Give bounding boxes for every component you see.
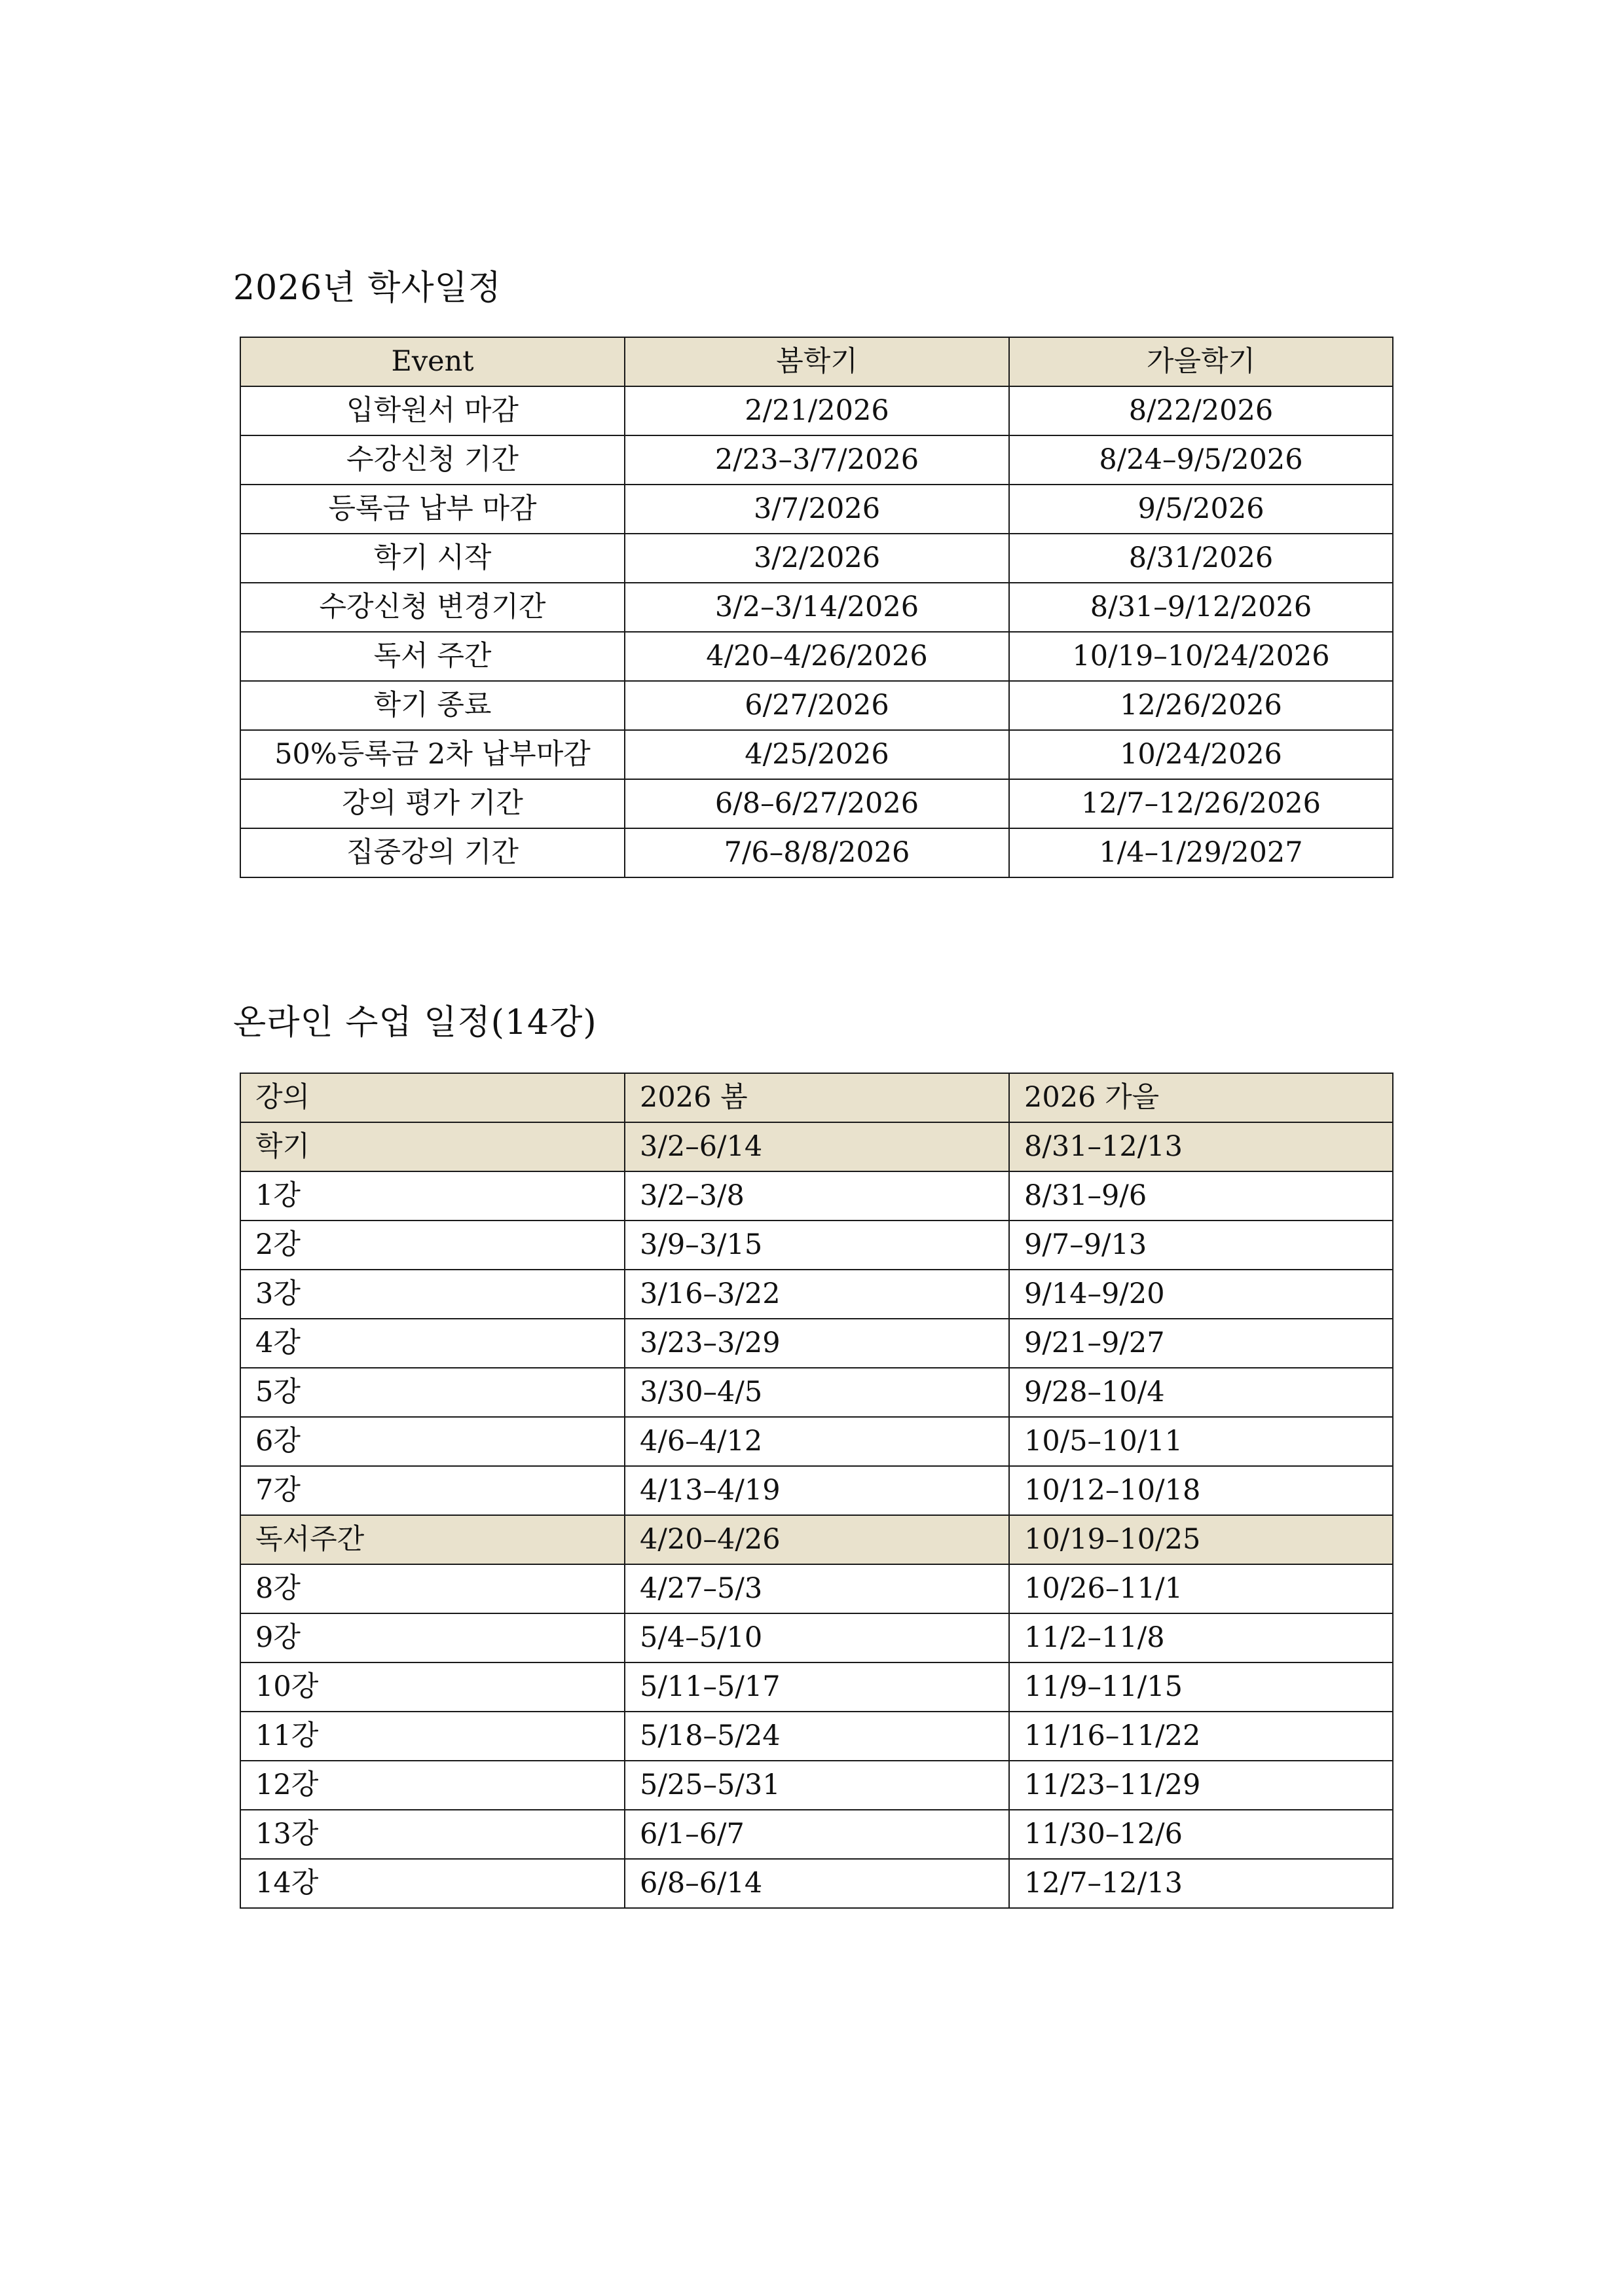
table-cell: 9강 (240, 1613, 625, 1662)
table-cell: 2/23–3/7/2026 (625, 435, 1009, 485)
table-row (240, 1417, 1393, 1466)
table-cell: 12강 (240, 1761, 625, 1810)
table-cell: 8/31–9/12/2026 (1009, 583, 1393, 632)
table-cell: 11/23–11/29 (1009, 1761, 1393, 1810)
table-cell: 6/8–6/14 (625, 1859, 1009, 1908)
table-cell: 12/7–12/13 (1009, 1859, 1393, 1908)
table-cell: 12/7–12/26/2026 (1009, 779, 1393, 828)
table-row (240, 1319, 1393, 1368)
table-cell: 수강신청 변경기간 (240, 583, 625, 632)
academic-calendar-table (240, 337, 1393, 878)
table-cell: 8/31/2026 (1009, 534, 1393, 583)
table-cell: 3/2–3/8 (625, 1171, 1009, 1221)
table-cell: 4/13–4/19 (625, 1466, 1009, 1515)
table-cell: 독서주간 (240, 1515, 625, 1564)
table-header-row (240, 337, 1393, 386)
table-cell: 13강 (240, 1810, 625, 1859)
table-cell: 1강 (240, 1171, 625, 1221)
table-cell: 4/20–4/26 (625, 1515, 1009, 1564)
table-cell: 10/24/2026 (1009, 730, 1393, 779)
academic-calendar-title: 2026년 학사일정 (233, 268, 502, 308)
term-fall: 8/31–12/13 (1009, 1122, 1393, 1171)
table-cell: 9/21–9/27 (1009, 1319, 1393, 1368)
table-row (240, 386, 1393, 435)
table-row (240, 1368, 1393, 1417)
table-cell: 5/25–5/31 (625, 1761, 1009, 1810)
online-schedule-title: 온라인 수업 일정(14강) (233, 1003, 597, 1042)
table-row (240, 1662, 1393, 1712)
header-spring: 봄학기 (625, 337, 1009, 386)
table-cell: 입학원서 마감 (240, 386, 625, 435)
table-row (240, 583, 1393, 632)
table-header-row (240, 1073, 1393, 1122)
table-cell: 7강 (240, 1466, 625, 1515)
table-cell: 9/14–9/20 (1009, 1270, 1393, 1319)
table-row (240, 779, 1393, 828)
table-cell: 3/23–3/29 (625, 1319, 1009, 1368)
online-schedule-table (240, 1073, 1393, 1909)
table-row (240, 1564, 1393, 1613)
table-cell: 5강 (240, 1368, 625, 1417)
table-cell: 3/7/2026 (625, 485, 1009, 534)
table-cell: 2강 (240, 1221, 625, 1270)
table-cell: 4/27–5/3 (625, 1564, 1009, 1613)
table-cell: 4/25/2026 (625, 730, 1009, 779)
table-cell: 5/11–5/17 (625, 1662, 1009, 1712)
table-cell: 10/5–10/11 (1009, 1417, 1393, 1466)
table-cell: 학기 시작 (240, 534, 625, 583)
table-cell: 11/9–11/15 (1009, 1662, 1393, 1712)
table-cell: 6/1–6/7 (625, 1810, 1009, 1859)
table-row (240, 730, 1393, 779)
table-row (240, 1761, 1393, 1810)
header-fall: 2026 가을 (1009, 1073, 1393, 1122)
table-cell: 11/16–11/22 (1009, 1712, 1393, 1761)
table-cell: 6강 (240, 1417, 625, 1466)
table-cell: 3강 (240, 1270, 625, 1319)
table-cell: 학기 종료 (240, 681, 625, 730)
table-row (240, 485, 1393, 534)
table-cell: 9/5/2026 (1009, 485, 1393, 534)
table-cell: 8/22/2026 (1009, 386, 1393, 435)
table-cell: 5/4–5/10 (625, 1613, 1009, 1662)
table-cell: 3/2–3/14/2026 (625, 583, 1009, 632)
table-cell: 10/12–10/18 (1009, 1466, 1393, 1515)
table-cell: 3/30–4/5 (625, 1368, 1009, 1417)
table-cell: 3/16–3/22 (625, 1270, 1009, 1319)
table-row (240, 1810, 1393, 1859)
table-row (240, 435, 1393, 485)
table-cell: 5/18–5/24 (625, 1712, 1009, 1761)
table-cell: 8강 (240, 1564, 625, 1613)
table-cell: 8/24–9/5/2026 (1009, 435, 1393, 485)
table-row (240, 1466, 1393, 1515)
term-spring: 3/2–6/14 (625, 1122, 1009, 1171)
table-row (240, 1171, 1393, 1221)
header-lecture: 강의 (240, 1073, 625, 1122)
table-row (240, 1859, 1393, 1908)
table-cell: 4/20–4/26/2026 (625, 632, 1009, 681)
table-cell: 14강 (240, 1859, 625, 1908)
table-row (240, 1270, 1393, 1319)
table-cell: 10/19–10/25 (1009, 1515, 1393, 1564)
table-cell: 11강 (240, 1712, 625, 1761)
table-cell: 9/7–9/13 (1009, 1221, 1393, 1270)
table-cell: 집중강의 기간 (240, 828, 625, 877)
table-row (240, 1515, 1393, 1564)
table-row (240, 534, 1393, 583)
table-cell: 9/28–10/4 (1009, 1368, 1393, 1417)
table-cell: 12/26/2026 (1009, 681, 1393, 730)
table-cell: 11/2–11/8 (1009, 1613, 1393, 1662)
table-row (240, 1613, 1393, 1662)
table-row (240, 1712, 1393, 1761)
term-row (240, 1122, 1393, 1171)
table-cell: 2/21/2026 (625, 386, 1009, 435)
table-cell: 6/8–6/27/2026 (625, 779, 1009, 828)
table-cell: 11/30–12/6 (1009, 1810, 1393, 1859)
table-cell: 수강신청 기간 (240, 435, 625, 485)
table-cell: 등록금 납부 마감 (240, 485, 625, 534)
table-cell: 3/9–3/15 (625, 1221, 1009, 1270)
table-row (240, 1221, 1393, 1270)
table-cell: 6/27/2026 (625, 681, 1009, 730)
table-cell: 10/19–10/24/2026 (1009, 632, 1393, 681)
table-cell: 4강 (240, 1319, 625, 1368)
header-fall: 가을학기 (1009, 337, 1393, 386)
table-cell: 7/6–8/8/2026 (625, 828, 1009, 877)
table-cell: 독서 주간 (240, 632, 625, 681)
header-event: Event (240, 337, 625, 386)
table-cell: 3/2/2026 (625, 534, 1009, 583)
table-cell: 10/26–11/1 (1009, 1564, 1393, 1613)
term-label: 학기 (240, 1122, 625, 1171)
table-cell: 강의 평가 기간 (240, 779, 625, 828)
header-spring: 2026 봄 (625, 1073, 1009, 1122)
table-cell: 50%등록금 2차 납부마감 (240, 730, 625, 779)
table-cell: 8/31–9/6 (1009, 1171, 1393, 1221)
table-row (240, 681, 1393, 730)
table-row (240, 828, 1393, 877)
table-row (240, 632, 1393, 681)
table-cell: 10강 (240, 1662, 625, 1712)
table-cell: 1/4–1/29/2027 (1009, 828, 1393, 877)
table-cell: 4/6–4/12 (625, 1417, 1009, 1466)
